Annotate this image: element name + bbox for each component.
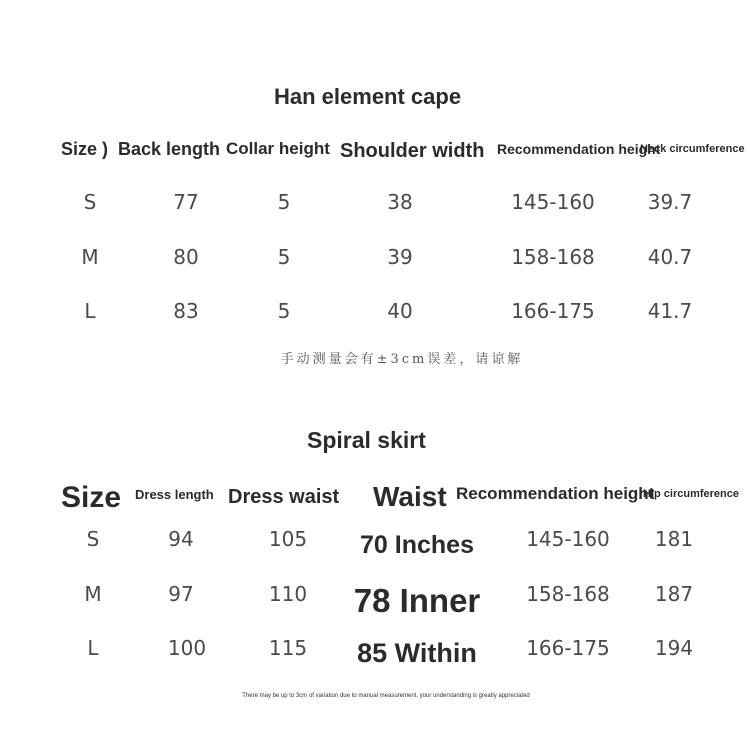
table1-cell: 158-168: [511, 245, 595, 269]
table2-cell: 110: [268, 582, 308, 606]
table1-cell: 5: [277, 190, 291, 214]
table2-cell-waist: 70 Inches: [360, 531, 474, 559]
table1-cell: S: [83, 190, 97, 214]
table2-cell: L: [87, 636, 99, 660]
table1-cell: 80: [173, 245, 199, 269]
table1-cell: 39: [387, 245, 413, 269]
table1-cell: 166-175: [511, 299, 595, 323]
table2-header-dress-length: Dress length: [135, 487, 214, 502]
table2-cell: 94: [168, 527, 194, 551]
table2-note: There may be up to 3cm of variation due to manual measurement, your understanding is greatly appreciated: [242, 693, 530, 699]
table2-title: Spiral skirt: [307, 427, 426, 453]
table1-cell: 39.7: [647, 190, 693, 214]
table2-cell: M: [84, 582, 102, 606]
table1-header-collar-height: Collar height: [226, 139, 330, 158]
table1-cell: 41.7: [647, 299, 693, 323]
table1-cell: 83: [173, 299, 199, 323]
table2-header-dress-waist: Dress waist: [228, 486, 340, 508]
table2-cell: 166-175: [526, 636, 610, 660]
table1-header-back-length: Back length: [118, 139, 221, 159]
table2-cell: 158-168: [526, 582, 610, 606]
table2-cell: S: [86, 527, 100, 551]
table1-cell: 77: [173, 190, 199, 214]
table1-header-neck-circumference: Neck circumference: [640, 143, 745, 155]
table2-cell: 181: [654, 527, 694, 551]
table2-header-size: Size: [61, 481, 122, 514]
table1-cell: 40.7: [647, 245, 693, 269]
table1-cell: L: [84, 299, 96, 323]
table1-cell: 5: [277, 245, 291, 269]
table2-cell-waist: 78 Inner: [353, 582, 481, 619]
table1-header-shoulder-width: Shoulder width: [340, 140, 485, 162]
table1-header-size: Size ): [61, 139, 109, 159]
table1-title: Han element cape: [274, 84, 462, 109]
table2-cell: 194: [654, 636, 694, 660]
table2-cell: 187: [654, 582, 694, 606]
table2-header-recommendation-height: Recommendation height: [456, 484, 655, 503]
table2-cell-waist: 85 Within: [357, 638, 477, 668]
table1-cell: M: [81, 245, 99, 269]
table2-header-hip-circumference: Hip circumference: [643, 488, 739, 500]
table1-cell: 5: [277, 299, 291, 323]
table2-cell: 145-160: [526, 527, 610, 551]
table1-note: 手动测量会有±3cm误差，请谅解: [280, 352, 524, 367]
table2-header-waist: Waist: [373, 481, 447, 512]
table2-cell: 100: [167, 636, 207, 660]
table1-cell: 38: [387, 190, 413, 214]
table1-cell: 40: [387, 299, 413, 323]
table2-cell: 115: [268, 636, 308, 660]
table2-cell: 97: [168, 582, 194, 606]
table1-cell: 145-160: [511, 190, 595, 214]
table2-cell: 105: [268, 527, 308, 551]
table1-header-recommendation-height: Recommendation height: [497, 141, 661, 157]
